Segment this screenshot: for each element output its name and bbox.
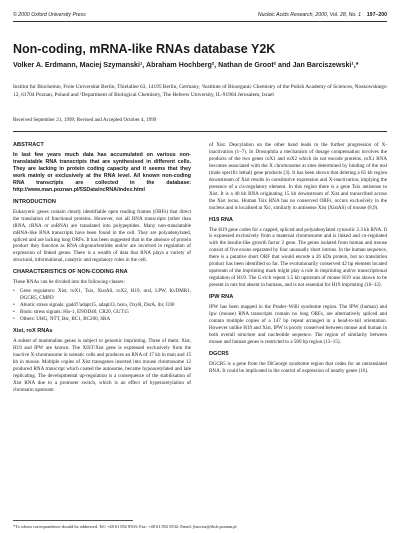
received-rule <box>13 131 387 132</box>
footnote-rule <box>13 520 133 521</box>
dgcr5-text: DGCR5 is a gene from the DiGeorge syndrome region that codes for an untranslated RNA. It could be implicated in the control of expression of nearby genes (16). <box>209 360 387 374</box>
bullet-icon: • <box>13 316 15 323</box>
copyright-notice: © 2000 Oxford University Press <box>13 12 86 18</box>
paper-title: Non-coding, mRNA-like RNAs database Y2K <box>13 42 276 56</box>
introduction-heading: INTRODUCTION <box>13 198 56 205</box>
introduction-text: Eukaryotic genes contain clearly identifiable open reading frames (ORFs) that direct the translation of functional proteins. However, not all RNA transcripts (other than tRNA, rRNA or snRNA) are translated into polypeptides. Many non-translatable mRNA-like RNA transcripts have been found in the cell. They are polyadenylated, spliced and are lacking long ORFs. It has been suggested that in the absence of protein product they function as RNA oligonucleotides and/or are involved in regulation of expression of linked genes. There is a wealth of data that RNA plays a variety of structural, informational, catalytic and regulatory roles in the cell. <box>13 208 191 264</box>
right-column <box>209 142 387 375</box>
journal-citation <box>258 12 387 18</box>
affiliations: Institut fur Biochemie, Freie Universitat Berlin, Thielallee 63, 14195 Berlin, Germany, ¹Institute of Bioorganic Chemistry of the Polish Academy of Sciences, Noskowskiego 12, 61704 Poznan, Poland and ²Department of Biological Chemistry, The Hebrew University, IL-91904 Jerusalem, Israel <box>13 84 387 98</box>
received-dates: Received September 21, 1999; Revised and Accepted October 4, 1999 <box>13 117 157 123</box>
list-item: • Abiotic stress signals: gadd7/adapt15, adapt33, hsrω, OxyR, DsrA, ibr, G90 <box>13 302 175 309</box>
xist-continued-text: of Xist. Deacylation on the other hand leads to the further progression of X-inactivation (1–7). In Drosophila a mechanism of dosage compensation involves the products of the two genes roX1 and roX2 which do not encode proteins. roX1 RNA becomes associated with the X chromosome at sites determined by binding of the msl (male specific lethal) gene products (3). It has been shown that deleting a 65 kb region downstream of Xist results in constitutive expression and X-inactivation, implying the presence of a cis-regulatory element. In this region there is a gene Tsix antisense to Xist. It is a 40 kb RNA originating 15 kb downstream of Xist and transcribed across the Xist locus. Human Tsix RNA has no conserved ORFs, occurs exclusively in the nucleus and is localised at Xic, similarly to antisense Xist (XistAS) of mouse (8,9). <box>209 142 387 211</box>
citation-text: Nucleic Acids Research, 2000, Vol. 28, No. 1 <box>257 12 362 18</box>
ipw-heading: IPW RNA <box>209 294 234 301</box>
rna-class-list <box>13 288 191 323</box>
characteristics-heading: CHARACTERISTICS OF NON-CODING RNA <box>13 269 128 276</box>
correspondence-footnote: *To whom correspondence should be addressed. Tel: +48 61 852 8503; Fax: +48 61 852 0532; Email: jbarcisz@ibch.poznan.pl <box>13 524 237 529</box>
page-range: 197–200 <box>366 12 387 18</box>
bullet-icon: • <box>13 288 15 295</box>
bullet-icon: • <box>13 302 15 309</box>
xist-text: A subset of mammalian genes is subject to genomic imprinting. Three of them: Xist, H19 and IPW are known. The XIST/Xist gene is expressed exclusively from the inactive X-chromosome in somatic cells and produces an RNA of 17 kb in man and 15 kb in mouse. Multiple copies of Xist transgenes inserted into mouse chromosome 12 produced RNA transcript which coated the autosome, became hypoacetylated and late replicating. The developmental up-regulation is a consequence of the stabilisation of Xist RNA due to a promoter switch, which is an effect of hyperacetylation of chromatin upstream <box>13 338 191 393</box>
author-list: Volker A. Erdmann, Maciej Szymanski¹, Abraham Hochberg², Nathan de Groot² and Jan Barciszewski¹,* <box>13 61 359 69</box>
h19-text: The H19 gene codes for a capped, spliced and polyadenylated cytosolic 2.3 kb RNA. It is expressed exclusively from a maternal chromosome and is linked and co-regulated with the insulin-like growth factor 2 gene. The genes isolated from human and mouse consist of five exons separated by four unusually short introns. In the human sequence, there is a putative short ORF that would encode a 26 kDa protein, but no translation product has been identified so far. The evolutionarily conserved 42 bp element located upstream of the imprinting mark might play a role in imprinting and/or transcriptional regulation of H19. The G-rich repeat 1.5 kb upstream of mouse H19 was shown to be present in rats but absent in humans, and is not essential for H19 imprinting (10–12). <box>209 226 387 289</box>
left-column <box>13 142 191 394</box>
running-head <box>13 12 387 18</box>
list-item: • Biotic stress signals: His-1, ENOD40, CR20, GUT15 <box>13 309 129 316</box>
abstract-text: In last few years much data has accumulated on various non-translatable RNA transcripts that are synthesised in different cells. They are lacking in protein coding capacity and it seems that they work mainly or exclusively at the RNA level. All known non-coding RNA transcripts are collected in the database: http://www.man.poznan.pl/5SData/ncRNA/index.html <box>13 152 191 193</box>
list-item: • Gene regulators: Xist, roX1, Tsix, XistAS, roX2, H19, nrsl, LPW, KvDMR1, DGCR5, CMPD <box>13 288 191 302</box>
ipw-text: IPW has been mapped in the Prader–Willi syndrome region. The IPW (human) and Ipw (mouse) RNA transcripts contain no long ORFs, are alternatively spliced and contain multiple copies of a 147 bp repeat arranged in a head-to-tail orientation. However unlike H19 and Xist, IPW is poorly conserved between mouse and human in both overall structure and nucleotide sequence. The region of similarity between mouse and human genes is restricted to a 500 bp region (13–15). <box>209 304 387 345</box>
xist-heading: Xist, roX RNAs <box>13 328 53 335</box>
characteristics-intro: These RNAs can be divided into the following classes: <box>13 279 125 286</box>
bullet-icon: • <box>13 309 15 316</box>
h19-heading: H19 RNA <box>209 216 233 223</box>
list-item: • Others: UHG, NTT, Bsr, BC1, BC200, SRA <box>13 316 111 323</box>
abstract-heading: ABSTRACT <box>13 142 44 148</box>
header-rule <box>13 21 387 22</box>
dgcr5-heading: DGCR5 <box>209 350 229 357</box>
